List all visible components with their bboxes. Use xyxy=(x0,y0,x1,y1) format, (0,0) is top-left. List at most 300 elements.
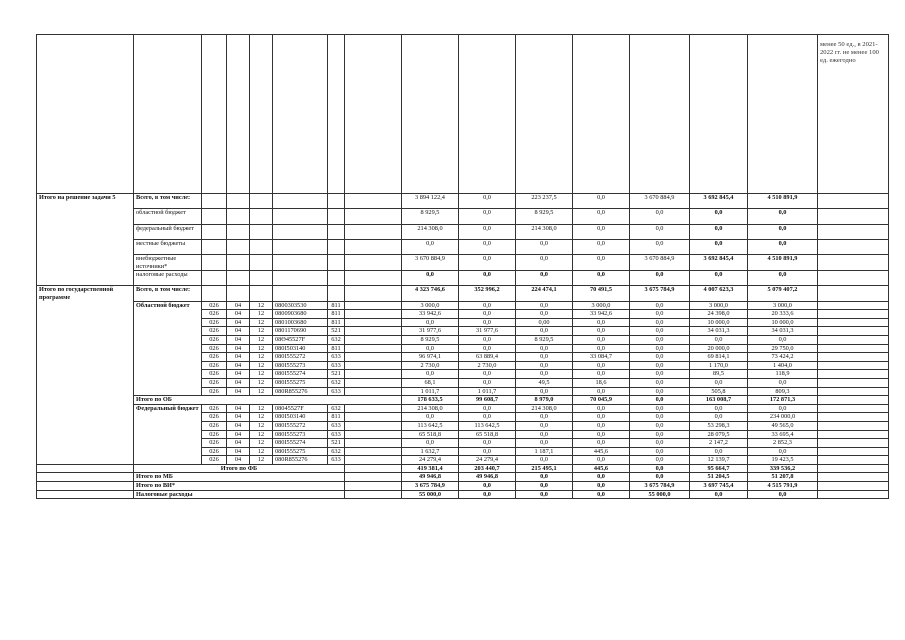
code-cell: 026 xyxy=(202,447,227,456)
value-cell: 2 730,0 xyxy=(402,361,459,370)
value-cell: 3 670 884,9 xyxy=(630,255,690,271)
value-cell: 0,0 xyxy=(516,361,573,370)
code-cell: 12 xyxy=(250,344,273,353)
value-cell: 0,0 xyxy=(459,447,516,456)
value-cell: 29 750,0 xyxy=(748,344,818,353)
empty-cell xyxy=(37,473,134,482)
value-cell: 18,6 xyxy=(573,378,630,387)
empty-cell xyxy=(818,490,889,499)
budget-label: Областной бюджет xyxy=(134,301,202,396)
code-cell: 811 xyxy=(328,344,345,353)
code-cell: 04 xyxy=(227,387,250,396)
value-cell: 0,0 xyxy=(459,378,516,387)
value-cell: 113 642,5 xyxy=(459,421,516,430)
value-cell: 0,0 xyxy=(690,404,748,413)
value-cell: 1 011,7 xyxy=(402,387,459,396)
table-row xyxy=(37,473,889,482)
value-cell: 0,0 xyxy=(630,430,690,439)
empty-cell xyxy=(345,310,402,319)
code-cell: 04 xyxy=(227,413,250,422)
empty-cell xyxy=(227,224,250,239)
value-cell: 0,0 xyxy=(516,421,573,430)
value-cell: 0,0 xyxy=(630,318,690,327)
empty-cell xyxy=(818,327,889,336)
table-row xyxy=(37,301,889,310)
empty-cell xyxy=(345,447,402,456)
code-cell: 04 xyxy=(227,310,250,319)
value-cell: 0,0 xyxy=(516,473,573,482)
empty-cell xyxy=(250,271,273,286)
table-row xyxy=(37,404,889,413)
code-cell: 0800303530 xyxy=(273,301,328,310)
value-cell: 214 308,0 xyxy=(402,224,459,239)
value-cell: 0,0 xyxy=(459,239,516,254)
empty-cell xyxy=(818,404,889,413)
value-cell: 0,0 xyxy=(748,378,818,387)
value-cell: 4 510 891,9 xyxy=(748,194,818,209)
code-cell: 026 xyxy=(202,404,227,413)
value-cell: 10 000,0 xyxy=(748,318,818,327)
code-cell: 633 xyxy=(328,456,345,465)
table-body xyxy=(37,35,889,499)
empty-cell xyxy=(250,194,273,209)
empty-cell xyxy=(345,194,402,209)
empty-cell xyxy=(328,255,345,271)
empty-cell xyxy=(345,209,402,224)
value-cell: 1 404,0 xyxy=(748,361,818,370)
value-cell: 0,0 xyxy=(516,310,573,319)
value-cell: 0,0 xyxy=(748,490,818,499)
empty-cell xyxy=(345,370,402,379)
empty-cell xyxy=(273,271,328,286)
code-cell: 026 xyxy=(202,370,227,379)
value-cell: 33 942,6 xyxy=(573,310,630,319)
value-cell: 214 308,0 xyxy=(516,404,573,413)
total-label: Налоговые расходы xyxy=(134,490,345,499)
empty-cell xyxy=(818,378,889,387)
task5-label: Итого на решение задачи 5 xyxy=(37,194,134,286)
code-cell: 12 xyxy=(250,439,273,448)
value-cell: 4 510 891,9 xyxy=(748,255,818,271)
subtotal-label: Итого по ОБ xyxy=(134,396,402,405)
code-cell: 04 xyxy=(227,301,250,310)
value-cell: 0,0 xyxy=(402,318,459,327)
empty-cell xyxy=(818,301,889,310)
value-cell: 55 000,0 xyxy=(402,490,459,499)
code-cell: 0801003680 xyxy=(273,318,328,327)
empty-cell xyxy=(818,456,889,465)
value-cell: 215 495,1 xyxy=(516,464,573,473)
value-cell: 0,0 xyxy=(630,335,690,344)
value-cell: 224 474,1 xyxy=(516,286,573,301)
value-cell: 0,0 xyxy=(748,224,818,239)
value-cell: 53 298,3 xyxy=(690,421,748,430)
value-cell: 49 946,8 xyxy=(459,473,516,482)
value-cell: 0,0 xyxy=(630,301,690,310)
value-cell: 0,0 xyxy=(690,224,748,239)
row-label: федеральный бюджет xyxy=(134,224,202,239)
empty-cell xyxy=(818,447,889,456)
empty-cell xyxy=(345,286,402,301)
empty-cell xyxy=(345,335,402,344)
code-cell: 633 xyxy=(328,387,345,396)
table-row xyxy=(37,286,889,301)
value-cell: 8 929,5 xyxy=(402,335,459,344)
value-cell: 0,0 xyxy=(748,271,818,286)
value-cell: 214 308,0 xyxy=(402,404,459,413)
value-cell: 339 536,2 xyxy=(748,464,818,473)
code-cell: 080I555273 xyxy=(273,361,328,370)
value-cell: 3 000,0 xyxy=(573,301,630,310)
value-cell: 0,0 xyxy=(630,447,690,456)
table-row xyxy=(37,464,889,473)
code-cell: 12 xyxy=(250,301,273,310)
value-cell: 0,0 xyxy=(573,361,630,370)
value-cell: 118,9 xyxy=(748,370,818,379)
empty-cell xyxy=(818,353,889,362)
code-cell: 811 xyxy=(328,318,345,327)
value-cell: 0,0 xyxy=(573,318,630,327)
empty-cell xyxy=(818,361,889,370)
value-cell: 8 929,5 xyxy=(402,209,459,224)
value-cell: 0,0 xyxy=(630,378,690,387)
table-row xyxy=(37,271,889,286)
value-cell: 0,0 xyxy=(516,482,573,491)
value-cell: 0,0 xyxy=(573,370,630,379)
value-cell: 0,0 xyxy=(573,456,630,465)
program-label: Итого по государственной программе xyxy=(37,286,134,465)
code-cell: 04 xyxy=(227,353,250,362)
value-cell: 0,0 xyxy=(573,255,630,271)
empty-cell xyxy=(818,439,889,448)
value-cell: 10 000,0 xyxy=(690,318,748,327)
empty-cell xyxy=(345,378,402,387)
total-label: Итого по ФБ xyxy=(134,464,345,473)
code-cell: 12 xyxy=(250,413,273,422)
value-cell: 0,0 xyxy=(630,310,690,319)
empty-cell xyxy=(37,482,134,491)
value-cell: 73 424,2 xyxy=(748,353,818,362)
value-cell: 0,0 xyxy=(630,387,690,396)
value-cell: 99 608,7 xyxy=(459,396,516,405)
empty-cell xyxy=(250,209,273,224)
code-cell: 026 xyxy=(202,310,227,319)
code-cell: 12 xyxy=(250,318,273,327)
value-cell: 0,0 xyxy=(573,327,630,336)
code-cell: 0801170690 xyxy=(273,327,328,336)
value-cell: 20 000,0 xyxy=(690,344,748,353)
empty-cell xyxy=(345,456,402,465)
table-row xyxy=(37,35,889,194)
empty-cell xyxy=(202,224,227,239)
value-cell: 2 147,2 xyxy=(690,439,748,448)
value-cell: 3 675 784,9 xyxy=(630,286,690,301)
value-cell: 203 440,7 xyxy=(459,464,516,473)
code-cell: 026 xyxy=(202,413,227,422)
empty-cell xyxy=(202,239,227,254)
code-cell: 026 xyxy=(202,335,227,344)
value-cell: 445,6 xyxy=(573,464,630,473)
value-cell: 0,0 xyxy=(573,439,630,448)
value-cell: 49 946,8 xyxy=(402,473,459,482)
value-cell: 0,0 xyxy=(630,456,690,465)
value-cell: 0,0 xyxy=(573,239,630,254)
value-cell: 0,0 xyxy=(402,370,459,379)
empty-cell xyxy=(345,271,402,286)
value-cell: 3 670 884,9 xyxy=(630,194,690,209)
code-cell: 04 xyxy=(227,404,250,413)
value-cell: 1 170,0 xyxy=(690,361,748,370)
empty-cell xyxy=(328,194,345,209)
value-cell: 0,0 xyxy=(516,271,573,286)
empty-cell xyxy=(250,255,273,271)
row-label: местные бюджеты xyxy=(134,239,202,254)
empty-cell xyxy=(273,209,328,224)
value-cell: 0,0 xyxy=(459,194,516,209)
empty-cell xyxy=(345,430,402,439)
empty-cell xyxy=(345,439,402,448)
value-cell: 1 011,7 xyxy=(459,387,516,396)
code-cell: 026 xyxy=(202,378,227,387)
empty-cell xyxy=(345,387,402,396)
note-cell: менее 50 ед., в 2021-2022 гг. не менее 100 ед. ежегодно xyxy=(818,35,889,194)
value-cell: 0,0 xyxy=(573,482,630,491)
code-cell: 12 xyxy=(250,456,273,465)
code-cell: 12 xyxy=(250,370,273,379)
value-cell: 8 979,0 xyxy=(516,396,573,405)
empty-cell xyxy=(818,387,889,396)
value-cell: 0,00 xyxy=(516,318,573,327)
empty-cell xyxy=(273,194,328,209)
value-cell: 70 045,9 xyxy=(573,396,630,405)
value-cell: 3 692 845,4 xyxy=(690,255,748,271)
value-cell: 65 518,8 xyxy=(459,430,516,439)
value-cell: 0,0 xyxy=(690,413,748,422)
empty-cell xyxy=(227,209,250,224)
empty-cell xyxy=(818,370,889,379)
value-cell: 0,0 xyxy=(573,387,630,396)
empty-cell xyxy=(250,224,273,239)
value-cell: 0,0 xyxy=(402,344,459,353)
empty-cell xyxy=(818,318,889,327)
value-cell: 0,0 xyxy=(516,430,573,439)
value-cell: 3 670 884,9 xyxy=(402,255,459,271)
table-row xyxy=(37,482,889,491)
value-cell: 0,0 xyxy=(630,271,690,286)
empty-cell xyxy=(345,473,402,482)
value-cell: 3 000,0 xyxy=(690,301,748,310)
value-cell: 3 692 845,4 xyxy=(690,194,748,209)
empty-cell xyxy=(345,413,402,422)
empty-cell xyxy=(273,239,328,254)
empty-cell xyxy=(818,239,889,254)
value-cell: 0,0 xyxy=(630,209,690,224)
code-cell: 04 xyxy=(227,318,250,327)
empty-cell xyxy=(37,490,134,499)
value-cell: 0,0 xyxy=(516,327,573,336)
code-cell: 12 xyxy=(250,404,273,413)
value-cell: 0,0 xyxy=(459,482,516,491)
value-cell: 51 204,5 xyxy=(690,473,748,482)
empty-cell xyxy=(328,209,345,224)
empty-cell xyxy=(818,473,889,482)
value-cell: 33 695,4 xyxy=(748,430,818,439)
value-cell: 0,0 xyxy=(573,344,630,353)
value-cell: 0,0 xyxy=(748,239,818,254)
value-cell: 8 929,5 xyxy=(516,335,573,344)
code-cell: 026 xyxy=(202,301,227,310)
value-cell: 3 000,0 xyxy=(748,301,818,310)
empty-cell xyxy=(818,286,889,301)
code-cell: 026 xyxy=(202,344,227,353)
value-cell: 24 279,4 xyxy=(459,456,516,465)
code-cell: 080I555272 xyxy=(273,353,328,362)
code-cell: 080I555272 xyxy=(273,421,328,430)
value-cell: 0,0 xyxy=(748,404,818,413)
value-cell: 0,0 xyxy=(630,361,690,370)
empty-cell xyxy=(273,255,328,271)
value-cell: 0,0 xyxy=(630,396,690,405)
empty-cell xyxy=(818,310,889,319)
empty-cell xyxy=(818,430,889,439)
budget-document xyxy=(36,34,888,499)
value-cell: 0,0 xyxy=(573,413,630,422)
value-cell: 0,0 xyxy=(573,194,630,209)
empty-cell xyxy=(273,286,328,301)
code-cell: 04 xyxy=(227,344,250,353)
code-cell: 811 xyxy=(328,301,345,310)
value-cell: 34 031,3 xyxy=(748,327,818,336)
empty-cell xyxy=(202,255,227,271)
value-cell: 0,0 xyxy=(459,271,516,286)
empty-cell xyxy=(227,255,250,271)
value-cell: 0,0 xyxy=(402,439,459,448)
value-cell: 0,0 xyxy=(459,310,516,319)
code-cell: 632 xyxy=(328,447,345,456)
empty-cell xyxy=(345,464,402,473)
value-cell: 0,0 xyxy=(402,239,459,254)
value-cell: 0,0 xyxy=(459,318,516,327)
value-cell: 0,0 xyxy=(516,239,573,254)
code-cell: 026 xyxy=(202,318,227,327)
value-cell: 0,0 xyxy=(748,447,818,456)
table-row xyxy=(37,396,889,405)
value-cell: 163 008,7 xyxy=(690,396,748,405)
value-cell: 3 697 745,4 xyxy=(690,482,748,491)
code-cell: 632 xyxy=(328,378,345,387)
value-cell: 0,0 xyxy=(459,335,516,344)
empty-cell xyxy=(227,286,250,301)
row-label: налоговые расходы xyxy=(134,271,202,286)
value-cell: 0,0 xyxy=(690,378,748,387)
code-cell: 04 xyxy=(227,421,250,430)
empty-cell xyxy=(328,271,345,286)
code-cell: 12 xyxy=(250,430,273,439)
code-cell: 026 xyxy=(202,439,227,448)
value-cell: 89,5 xyxy=(690,370,748,379)
value-cell: 2 730,0 xyxy=(459,361,516,370)
value-cell: 28 079,5 xyxy=(690,430,748,439)
value-cell: 19 423,5 xyxy=(748,456,818,465)
empty-cell xyxy=(37,464,134,473)
table-row xyxy=(37,239,889,254)
empty-cell xyxy=(818,194,889,209)
value-cell: 0,0 xyxy=(630,344,690,353)
code-cell: 632 xyxy=(328,335,345,344)
value-cell: 55 000,0 xyxy=(630,490,690,499)
value-cell: 68,1 xyxy=(402,378,459,387)
value-cell: 0,0 xyxy=(630,239,690,254)
value-cell: 33 084,7 xyxy=(573,353,630,362)
budget-table xyxy=(36,34,889,499)
value-cell: 3 675 784,9 xyxy=(630,482,690,491)
table-row xyxy=(37,209,889,224)
empty-cell xyxy=(818,335,889,344)
value-cell: 34 031,3 xyxy=(690,327,748,336)
code-cell: 633 xyxy=(328,430,345,439)
value-cell: 0,0 xyxy=(573,430,630,439)
value-cell: 70 491,5 xyxy=(573,286,630,301)
code-cell: 080I555275 xyxy=(273,378,328,387)
code-cell: 521 xyxy=(328,439,345,448)
empty-cell xyxy=(818,421,889,430)
code-cell: 12 xyxy=(250,361,273,370)
code-cell: 811 xyxy=(328,310,345,319)
code-cell: 12 xyxy=(250,447,273,456)
empty-cell xyxy=(273,224,328,239)
code-cell: 04 xyxy=(227,335,250,344)
code-cell: 026 xyxy=(202,456,227,465)
code-cell: 632 xyxy=(328,404,345,413)
code-cell: 12 xyxy=(250,310,273,319)
empty-cell xyxy=(345,344,402,353)
code-cell: 080I503140 xyxy=(273,413,328,422)
value-cell: 419 381,4 xyxy=(402,464,459,473)
empty-cell xyxy=(250,286,273,301)
value-cell: 31 977,6 xyxy=(459,327,516,336)
value-cell: 172 871,3 xyxy=(748,396,818,405)
value-cell: 0,0 xyxy=(516,344,573,353)
value-cell: 0,0 xyxy=(459,209,516,224)
value-cell: 95 664,7 xyxy=(690,464,748,473)
budget-label: Федеральный бюджет xyxy=(134,404,202,464)
value-cell: 0,0 xyxy=(748,335,818,344)
empty-cell xyxy=(345,421,402,430)
empty-cell xyxy=(818,255,889,271)
code-cell: 04 xyxy=(227,430,250,439)
code-cell: 521 xyxy=(328,327,345,336)
empty-cell xyxy=(202,209,227,224)
code-cell: 026 xyxy=(202,361,227,370)
empty-cell xyxy=(345,327,402,336)
code-cell: 633 xyxy=(328,353,345,362)
value-cell: 0,0 xyxy=(748,209,818,224)
table-row xyxy=(37,224,889,239)
row-label: Всего, в том числе: xyxy=(134,194,202,209)
row-label: областной бюджет xyxy=(134,209,202,224)
code-cell: 04 xyxy=(227,439,250,448)
value-cell: 4 515 791,9 xyxy=(748,482,818,491)
empty-cell xyxy=(328,224,345,239)
value-cell: 505,8 xyxy=(690,387,748,396)
value-cell: 5 079 407,2 xyxy=(748,286,818,301)
value-cell: 0,0 xyxy=(459,344,516,353)
code-cell: 04 xyxy=(227,378,250,387)
code-cell: 633 xyxy=(328,421,345,430)
value-cell: 2 852,3 xyxy=(748,439,818,448)
value-cell: 0,0 xyxy=(630,327,690,336)
value-cell: 0,0 xyxy=(690,239,748,254)
